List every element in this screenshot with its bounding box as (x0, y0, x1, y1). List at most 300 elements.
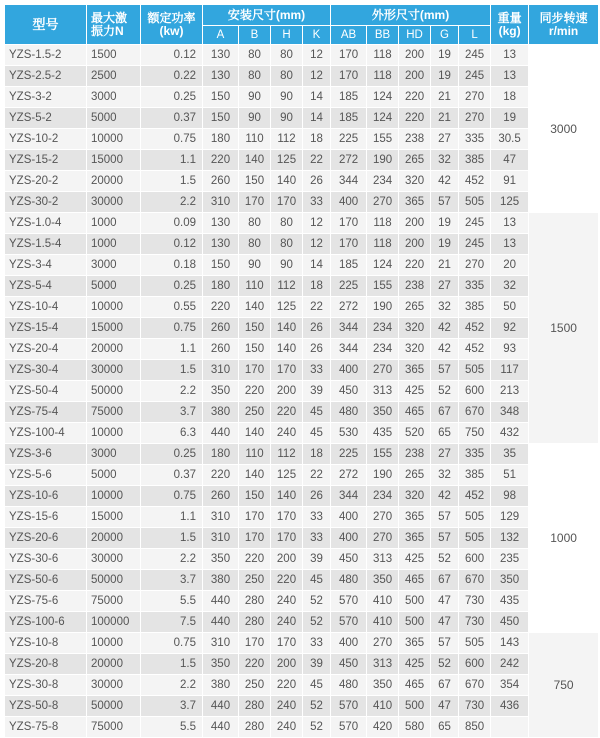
cell-model: YZS-5-2 (5, 108, 87, 129)
cell-max-force: 50000 (87, 570, 141, 591)
cell-weight: 93 (491, 339, 529, 360)
cell-dim-h: 80 (271, 213, 303, 234)
cell-dim-g: 57 (431, 360, 459, 381)
cell-dim-l: 245 (459, 45, 491, 66)
cell-dim-b: 170 (239, 360, 271, 381)
cell-dim-g: 27 (431, 129, 459, 150)
cell-dim-h: 80 (271, 66, 303, 87)
cell-dim-k: 52 (303, 612, 331, 633)
cell-dim-b: 150 (239, 339, 271, 360)
header-rated-power-line1: 额定功率 (147, 10, 196, 25)
cell-dim-h: 140 (271, 318, 303, 339)
cell-dim-k: 12 (303, 66, 331, 87)
cell-dim-g: 57 (431, 192, 459, 213)
cell-dim-b: 110 (239, 276, 271, 297)
cell-dim-g: 67 (431, 402, 459, 423)
cell-model: YZS-75-8 (5, 717, 87, 738)
cell-dim-k: 39 (303, 654, 331, 675)
cell-dim-ab: 570 (331, 717, 367, 738)
cell-weight: 213 (491, 381, 529, 402)
table-row (5, 87, 599, 108)
cell-dim-hd: 200 (399, 66, 431, 87)
cell-dim-k: 39 (303, 549, 331, 570)
cell-dim-bb: 234 (367, 318, 399, 339)
cell-max-force: 15000 (87, 507, 141, 528)
cell-dim-a: 310 (203, 528, 239, 549)
cell-dim-bb: 155 (367, 444, 399, 465)
table-row (5, 591, 599, 612)
cell-model: YZS-50-8 (5, 696, 87, 717)
cell-dim-k: 45 (303, 423, 331, 444)
cell-dim-h: 170 (271, 360, 303, 381)
cell-dim-b: 280 (239, 612, 271, 633)
cell-max-force: 10000 (87, 129, 141, 150)
cell-model: YZS-30-2 (5, 192, 87, 213)
cell-max-force: 75000 (87, 402, 141, 423)
cell-rated-power: 0.37 (141, 465, 203, 486)
cell-dim-b: 250 (239, 570, 271, 591)
cell-max-force: 5000 (87, 108, 141, 129)
cell-dim-hd: 500 (399, 591, 431, 612)
cell-dim-hd: 320 (399, 171, 431, 192)
header-dim-k: K (303, 26, 331, 45)
cell-dim-a: 130 (203, 66, 239, 87)
cell-dim-h: 240 (271, 612, 303, 633)
cell-weight: 436 (491, 696, 529, 717)
cell-dim-bb: 270 (367, 507, 399, 528)
cell-weight: 32 (491, 276, 529, 297)
cell-dim-hd: 238 (399, 444, 431, 465)
cell-dim-g: 65 (431, 717, 459, 738)
cell-rated-power: 0.55 (141, 297, 203, 318)
cell-dim-a: 440 (203, 423, 239, 444)
cell-dim-b: 220 (239, 549, 271, 570)
table-row (5, 213, 599, 234)
cell-dim-a: 220 (203, 150, 239, 171)
cell-max-force: 10000 (87, 297, 141, 318)
cell-dim-g: 19 (431, 213, 459, 234)
cell-dim-bb: 124 (367, 108, 399, 129)
cell-dim-k: 52 (303, 591, 331, 612)
cell-dim-h: 200 (271, 654, 303, 675)
cell-dim-g: 47 (431, 696, 459, 717)
table-row (5, 45, 599, 66)
cell-max-force: 75000 (87, 591, 141, 612)
cell-dim-g: 57 (431, 528, 459, 549)
cell-dim-hd: 425 (399, 549, 431, 570)
cell-dim-k: 52 (303, 717, 331, 738)
cell-dim-l: 245 (459, 234, 491, 255)
cell-dim-g: 19 (431, 234, 459, 255)
cell-dim-g: 42 (431, 171, 459, 192)
cell-dim-hd: 320 (399, 486, 431, 507)
cell-dim-k: 22 (303, 297, 331, 318)
cell-rated-power: 1.1 (141, 339, 203, 360)
cell-dim-a: 150 (203, 255, 239, 276)
cell-dim-a: 180 (203, 444, 239, 465)
header-dim-bb: BB (367, 26, 399, 45)
cell-dim-b: 170 (239, 192, 271, 213)
cell-rated-power: 6.3 (141, 423, 203, 444)
cell-rated-power: 1.5 (141, 528, 203, 549)
cell-sync-speed: 1500 (529, 213, 599, 444)
cell-dim-hd: 425 (399, 654, 431, 675)
header-dim-h: H (271, 26, 303, 45)
cell-dim-hd: 200 (399, 234, 431, 255)
cell-weight: 125 (491, 192, 529, 213)
cell-dim-l: 600 (459, 381, 491, 402)
cell-model: YZS-20-6 (5, 528, 87, 549)
cell-dim-bb: 350 (367, 675, 399, 696)
cell-dim-bb: 234 (367, 339, 399, 360)
cell-dim-bb: 124 (367, 87, 399, 108)
cell-dim-g: 52 (431, 654, 459, 675)
cell-dim-l: 670 (459, 402, 491, 423)
cell-dim-b: 90 (239, 255, 271, 276)
cell-dim-g: 21 (431, 87, 459, 108)
cell-sync-speed: 1000 (529, 444, 599, 633)
cell-dim-h: 220 (271, 402, 303, 423)
cell-dim-a: 380 (203, 570, 239, 591)
table-row (5, 234, 599, 255)
cell-weight: 117 (491, 360, 529, 381)
cell-dim-h: 140 (271, 171, 303, 192)
cell-model: YZS-10-8 (5, 633, 87, 654)
table-row (5, 486, 599, 507)
cell-dim-bb: 350 (367, 570, 399, 591)
cell-weight: 432 (491, 423, 529, 444)
table-row (5, 360, 599, 381)
cell-max-force: 50000 (87, 696, 141, 717)
cell-dim-g: 47 (431, 591, 459, 612)
cell-dim-hd: 580 (399, 717, 431, 738)
cell-dim-h: 200 (271, 381, 303, 402)
cell-dim-l: 730 (459, 696, 491, 717)
cell-dim-l: 385 (459, 297, 491, 318)
table-row (5, 339, 599, 360)
cell-dim-hd: 365 (399, 360, 431, 381)
cell-model: YZS-30-4 (5, 360, 87, 381)
cell-weight: 354 (491, 675, 529, 696)
cell-dim-bb: 124 (367, 255, 399, 276)
cell-dim-b: 150 (239, 318, 271, 339)
cell-sync-speed: 750 (529, 633, 599, 738)
cell-dim-hd: 465 (399, 570, 431, 591)
cell-dim-hd: 365 (399, 192, 431, 213)
cell-dim-bb: 420 (367, 717, 399, 738)
cell-dim-b: 140 (239, 465, 271, 486)
cell-dim-g: 19 (431, 66, 459, 87)
cell-dim-a: 260 (203, 171, 239, 192)
cell-dim-b: 140 (239, 297, 271, 318)
header-dim-ab: AB (331, 26, 367, 45)
cell-dim-g: 27 (431, 276, 459, 297)
header-dim-a: A (203, 26, 239, 45)
cell-dim-a: 150 (203, 108, 239, 129)
cell-model: YZS-1.5-2 (5, 45, 87, 66)
cell-dim-l: 270 (459, 255, 491, 276)
cell-rated-power: 1.5 (141, 171, 203, 192)
table-row (5, 507, 599, 528)
cell-dim-a: 440 (203, 717, 239, 738)
header-weight-line2: (kg) (498, 23, 521, 38)
cell-dim-g: 65 (431, 423, 459, 444)
cell-dim-ab: 185 (331, 255, 367, 276)
header-outline-dimensions: 外形尺寸(mm) (331, 5, 491, 26)
cell-dim-ab: 272 (331, 465, 367, 486)
cell-model: YZS-3-2 (5, 87, 87, 108)
cell-max-force: 100000 (87, 612, 141, 633)
cell-dim-hd: 465 (399, 675, 431, 696)
cell-dim-k: 18 (303, 444, 331, 465)
cell-dim-hd: 520 (399, 423, 431, 444)
cell-dim-ab: 185 (331, 108, 367, 129)
cell-dim-l: 730 (459, 612, 491, 633)
table-row (5, 465, 599, 486)
header-max-force-line2: 振力N (91, 23, 124, 38)
cell-dim-k: 14 (303, 108, 331, 129)
table-row (5, 633, 599, 654)
cell-model: YZS-1.5-4 (5, 234, 87, 255)
cell-dim-a: 260 (203, 318, 239, 339)
cell-dim-b: 150 (239, 486, 271, 507)
cell-dim-l: 452 (459, 339, 491, 360)
cell-dim-bb: 155 (367, 276, 399, 297)
cell-dim-hd: 238 (399, 276, 431, 297)
cell-dim-a: 180 (203, 276, 239, 297)
cell-dim-k: 45 (303, 675, 331, 696)
cell-rated-power: 7.5 (141, 612, 203, 633)
cell-dim-ab: 480 (331, 570, 367, 591)
cell-dim-a: 260 (203, 486, 239, 507)
cell-dim-b: 280 (239, 717, 271, 738)
cell-dim-b: 250 (239, 402, 271, 423)
cell-dim-a: 260 (203, 339, 239, 360)
cell-max-force: 20000 (87, 171, 141, 192)
cell-model: YZS-2.5-2 (5, 66, 87, 87)
cell-model: YZS-50-4 (5, 381, 87, 402)
cell-dim-b: 170 (239, 528, 271, 549)
cell-dim-hd: 265 (399, 297, 431, 318)
cell-dim-hd: 265 (399, 465, 431, 486)
table-row (5, 675, 599, 696)
table-body (5, 45, 599, 738)
cell-dim-k: 12 (303, 45, 331, 66)
cell-dim-ab: 530 (331, 423, 367, 444)
cell-dim-k: 26 (303, 318, 331, 339)
cell-dim-h: 200 (271, 549, 303, 570)
cell-dim-ab: 480 (331, 402, 367, 423)
cell-max-force: 5000 (87, 465, 141, 486)
cell-dim-bb: 270 (367, 633, 399, 654)
cell-dim-g: 67 (431, 570, 459, 591)
cell-dim-ab: 170 (331, 66, 367, 87)
cell-weight: 19 (491, 108, 529, 129)
cell-dim-hd: 200 (399, 213, 431, 234)
cell-dim-l: 245 (459, 66, 491, 87)
cell-dim-a: 350 (203, 549, 239, 570)
header-dim-b: B (239, 26, 271, 45)
table-row (5, 696, 599, 717)
cell-max-force: 30000 (87, 360, 141, 381)
cell-dim-b: 140 (239, 423, 271, 444)
cell-weight: 129 (491, 507, 529, 528)
cell-model: YZS-30-6 (5, 549, 87, 570)
cell-dim-k: 45 (303, 570, 331, 591)
cell-dim-k: 39 (303, 381, 331, 402)
spec-table-container (4, 4, 596, 738)
cell-dim-bb: 313 (367, 654, 399, 675)
cell-dim-a: 440 (203, 696, 239, 717)
cell-dim-l: 245 (459, 213, 491, 234)
cell-dim-g: 57 (431, 507, 459, 528)
cell-rated-power: 0.75 (141, 486, 203, 507)
cell-max-force: 15000 (87, 318, 141, 339)
cell-dim-ab: 450 (331, 549, 367, 570)
cell-max-force: 15000 (87, 150, 141, 171)
cell-weight: 98 (491, 486, 529, 507)
cell-dim-h: 112 (271, 129, 303, 150)
cell-dim-bb: 270 (367, 528, 399, 549)
cell-model: YZS-10-6 (5, 486, 87, 507)
header-rated-power (141, 5, 203, 45)
cell-model: YZS-15-4 (5, 318, 87, 339)
cell-dim-a: 130 (203, 234, 239, 255)
header-sync-speed (529, 5, 599, 45)
cell-rated-power: 0.12 (141, 234, 203, 255)
cell-dim-h: 220 (271, 570, 303, 591)
cell-dim-ab: 400 (331, 507, 367, 528)
cell-dim-bb: 270 (367, 192, 399, 213)
cell-dim-k: 22 (303, 465, 331, 486)
cell-dim-k: 12 (303, 234, 331, 255)
cell-dim-a: 220 (203, 465, 239, 486)
cell-dim-g: 42 (431, 339, 459, 360)
cell-dim-k: 18 (303, 129, 331, 150)
cell-dim-k: 22 (303, 150, 331, 171)
cell-dim-b: 220 (239, 381, 271, 402)
cell-dim-b: 150 (239, 171, 271, 192)
cell-dim-g: 32 (431, 150, 459, 171)
cell-dim-k: 14 (303, 255, 331, 276)
cell-dim-ab: 450 (331, 654, 367, 675)
cell-dim-hd: 365 (399, 507, 431, 528)
cell-dim-g: 52 (431, 549, 459, 570)
cell-rated-power: 0.09 (141, 213, 203, 234)
cell-dim-g: 52 (431, 381, 459, 402)
cell-dim-ab: 480 (331, 675, 367, 696)
cell-dim-ab: 570 (331, 696, 367, 717)
table-header (5, 5, 599, 45)
cell-weight: 13 (491, 66, 529, 87)
cell-dim-a: 310 (203, 507, 239, 528)
table-row (5, 318, 599, 339)
cell-model: YZS-5-4 (5, 276, 87, 297)
header-sync-speed-line1: 同步转速 (539, 10, 588, 25)
cell-weight: 51 (491, 465, 529, 486)
cell-dim-ab: 170 (331, 234, 367, 255)
cell-rated-power: 0.12 (141, 45, 203, 66)
cell-rated-power: 3.7 (141, 402, 203, 423)
cell-dim-k: 45 (303, 402, 331, 423)
cell-dim-l: 335 (459, 129, 491, 150)
cell-dim-l: 335 (459, 276, 491, 297)
cell-dim-g: 57 (431, 633, 459, 654)
cell-weight: 450 (491, 612, 529, 633)
cell-dim-bb: 118 (367, 66, 399, 87)
cell-dim-g: 27 (431, 444, 459, 465)
cell-dim-k: 26 (303, 486, 331, 507)
cell-rated-power: 2.2 (141, 381, 203, 402)
cell-model: YZS-75-6 (5, 591, 87, 612)
cell-dim-h: 125 (271, 465, 303, 486)
cell-weight: 92 (491, 318, 529, 339)
cell-rated-power: 5.5 (141, 591, 203, 612)
cell-dim-a: 380 (203, 675, 239, 696)
cell-dim-hd: 500 (399, 612, 431, 633)
cell-dim-ab: 400 (331, 528, 367, 549)
cell-max-force: 1000 (87, 213, 141, 234)
cell-rated-power: 0.75 (141, 318, 203, 339)
cell-weight (491, 717, 529, 738)
cell-dim-bb: 410 (367, 612, 399, 633)
cell-dim-bb: 118 (367, 45, 399, 66)
cell-max-force: 5000 (87, 276, 141, 297)
cell-max-force: 2500 (87, 66, 141, 87)
cell-model: YZS-20-8 (5, 654, 87, 675)
table-row (5, 549, 599, 570)
header-dim-hd: HD (399, 26, 431, 45)
cell-max-force: 3000 (87, 444, 141, 465)
cell-weight: 242 (491, 654, 529, 675)
cell-dim-bb: 313 (367, 549, 399, 570)
cell-rated-power: 1.1 (141, 150, 203, 171)
cell-rated-power: 0.75 (141, 129, 203, 150)
cell-rated-power: 3.7 (141, 696, 203, 717)
cell-dim-h: 90 (271, 108, 303, 129)
cell-dim-h: 240 (271, 717, 303, 738)
cell-dim-ab: 170 (331, 45, 367, 66)
cell-dim-a: 220 (203, 297, 239, 318)
cell-weight: 20 (491, 255, 529, 276)
cell-dim-bb: 234 (367, 171, 399, 192)
cell-rated-power: 2.2 (141, 549, 203, 570)
cell-dim-l: 850 (459, 717, 491, 738)
cell-model: YZS-15-2 (5, 150, 87, 171)
cell-max-force: 1000 (87, 234, 141, 255)
cell-max-force: 10000 (87, 633, 141, 654)
cell-dim-bb: 234 (367, 486, 399, 507)
cell-dim-h: 125 (271, 150, 303, 171)
cell-weight: 47 (491, 150, 529, 171)
cell-dim-bb: 350 (367, 402, 399, 423)
cell-dim-ab: 272 (331, 297, 367, 318)
cell-dim-g: 67 (431, 675, 459, 696)
cell-dim-bb: 118 (367, 213, 399, 234)
cell-max-force: 20000 (87, 654, 141, 675)
cell-dim-ab: 344 (331, 318, 367, 339)
cell-dim-bb: 270 (367, 360, 399, 381)
cell-rated-power: 2.2 (141, 192, 203, 213)
cell-dim-bb: 435 (367, 423, 399, 444)
cell-max-force: 30000 (87, 675, 141, 696)
cell-dim-h: 170 (271, 192, 303, 213)
cell-dim-ab: 344 (331, 486, 367, 507)
vibration-motor-spec-table (4, 4, 599, 738)
cell-model: YZS-10-2 (5, 129, 87, 150)
cell-dim-a: 350 (203, 654, 239, 675)
cell-dim-h: 240 (271, 696, 303, 717)
